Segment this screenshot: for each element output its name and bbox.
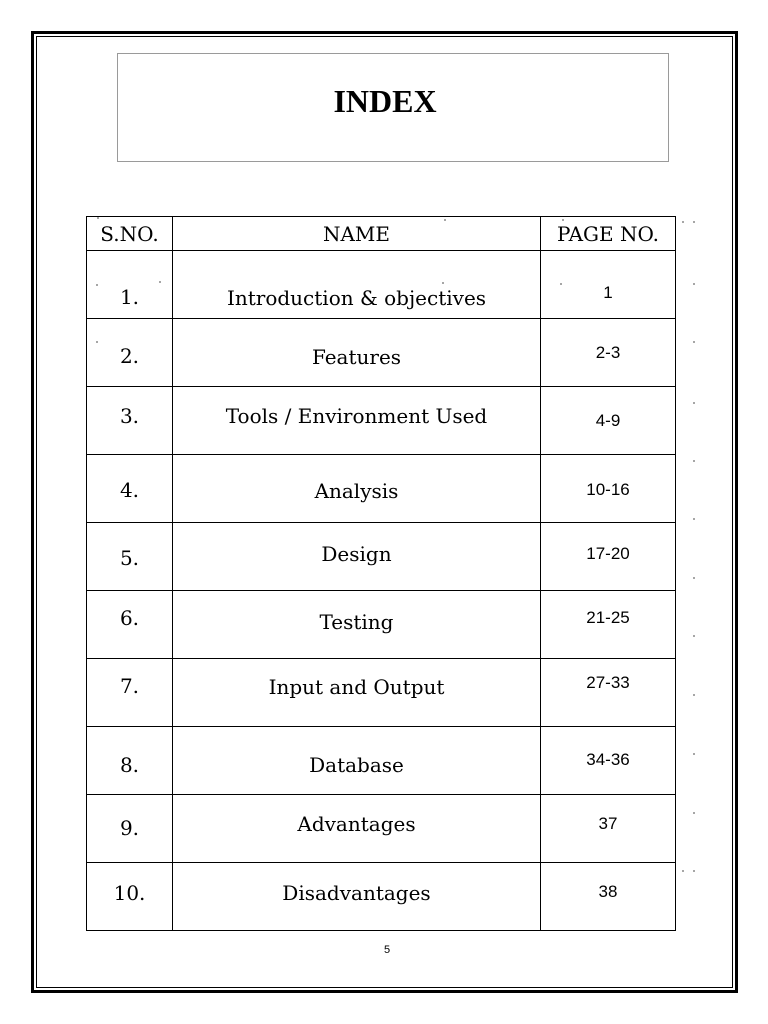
page-cell (541, 319, 676, 387)
sno-text: 4. (119, 477, 140, 502)
page-text: 1 (603, 282, 613, 302)
sno-text: 6. (119, 605, 140, 630)
formatting-mark (693, 518, 695, 520)
sno-text: 8. (119, 752, 140, 777)
page-text: 38 (598, 881, 618, 901)
page-cell (541, 523, 676, 591)
formatting-mark (693, 283, 695, 285)
header-page-no (541, 217, 676, 251)
name-text: Advantages (297, 811, 416, 836)
table-row (87, 727, 676, 795)
formatting-mark (444, 219, 446, 221)
name-text: Input and Output (268, 674, 445, 699)
table-row (87, 387, 676, 455)
formatting-mark (96, 284, 98, 286)
formatting-mark (693, 460, 695, 462)
sno-cell (87, 659, 173, 727)
name-cell (173, 319, 541, 387)
formatting-mark (693, 402, 695, 404)
page-title: INDEX (333, 83, 437, 119)
page-cell (541, 863, 676, 931)
table-header-row (87, 217, 676, 251)
table-row (87, 523, 676, 591)
sno-text: 5. (119, 545, 140, 570)
header-sno-label: S.NO. (100, 221, 159, 246)
name-cell (173, 795, 541, 863)
table-row (87, 319, 676, 387)
name-cell (173, 251, 541, 319)
sno-text: 2. (119, 343, 140, 368)
formatting-mark (442, 282, 444, 284)
table-row (87, 251, 676, 319)
table-row (87, 863, 676, 931)
page-cell (541, 795, 676, 863)
table-row (87, 455, 676, 523)
sno-text: 7. (119, 673, 140, 698)
page-text: 10-16 (586, 479, 630, 499)
name-cell (173, 591, 541, 659)
sno-cell (87, 795, 173, 863)
page-text: 34-36 (586, 749, 630, 769)
name-cell (173, 455, 541, 523)
formatting-mark (562, 219, 564, 221)
page-cell (541, 455, 676, 523)
name-text: Analysis (314, 478, 399, 503)
formatting-mark (693, 221, 695, 223)
name-cell (173, 523, 541, 591)
page-text: 4-9 (595, 410, 621, 430)
formatting-mark (97, 217, 99, 219)
formatting-mark (682, 221, 684, 223)
sno-cell (87, 863, 173, 931)
name-cell (173, 863, 541, 931)
table-row (87, 591, 676, 659)
formatting-mark (693, 694, 695, 696)
sno-text: 3. (119, 403, 140, 428)
name-text: Introduction & objectives (226, 285, 487, 310)
sno-cell (87, 727, 173, 795)
formatting-mark (693, 341, 695, 343)
header-page-no-label: PAGE NO. (556, 221, 660, 246)
sno-cell (87, 251, 173, 319)
sno-text: 10. (113, 880, 146, 905)
name-text: Features (311, 344, 402, 369)
formatting-mark (693, 870, 695, 872)
sno-cell (87, 591, 173, 659)
title-box (117, 53, 669, 162)
header-sno (87, 217, 173, 251)
page-text: 37 (598, 813, 618, 833)
formatting-mark (693, 812, 695, 814)
header-name-label: NAME (322, 221, 391, 246)
name-cell (173, 727, 541, 795)
formatting-mark (693, 753, 695, 755)
name-text: Disadvantages (282, 880, 431, 905)
page-cell (541, 659, 676, 727)
formatting-mark (96, 341, 98, 343)
name-cell (173, 387, 541, 455)
name-text: Database (309, 752, 404, 777)
formatting-mark (693, 635, 695, 637)
page-number: 5 (383, 944, 391, 956)
formatting-mark (560, 283, 562, 285)
sno-text: 9. (119, 815, 140, 840)
page-text: 17-20 (586, 543, 630, 563)
page-cell (541, 387, 676, 455)
name-text: Testing (319, 609, 394, 634)
name-text: Design (321, 541, 392, 566)
name-cell (173, 659, 541, 727)
formatting-mark (159, 281, 161, 283)
sno-cell (87, 523, 173, 591)
name-text: Tools / Environment Used (225, 403, 488, 428)
page-cell (541, 591, 676, 659)
sno-cell (87, 455, 173, 523)
page-cell (541, 727, 676, 795)
sno-cell (87, 387, 173, 455)
header-name (173, 217, 541, 251)
page-text: 2-3 (595, 342, 621, 362)
formatting-mark (682, 870, 684, 872)
page-text: 27-33 (586, 672, 630, 692)
page-text: 21-25 (586, 607, 630, 627)
index-table (86, 216, 676, 931)
table-row (87, 659, 676, 727)
formatting-mark (693, 577, 695, 579)
sno-text: 1. (119, 284, 140, 309)
table-row (87, 795, 676, 863)
sno-cell (87, 319, 173, 387)
